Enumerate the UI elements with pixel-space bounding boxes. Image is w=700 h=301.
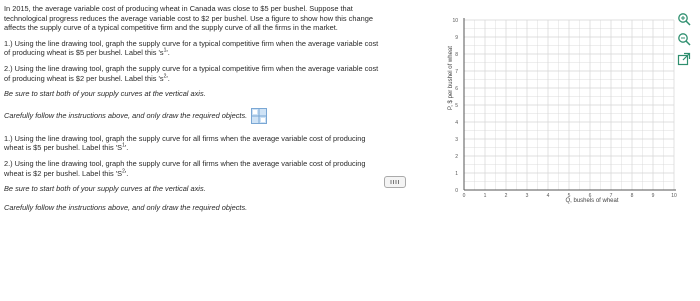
graph-toolbar [674,12,696,72]
careful-row-1 [4,108,384,124]
y-tick-label: 8 [455,52,458,58]
y-tick-label: 6 [455,86,458,92]
instruction-1-sup: 1 [163,47,167,54]
y-tick-label: 2 [455,154,458,160]
y-tick-label: 9 [455,35,458,41]
x-tick-label: 1 [483,193,487,199]
panel-divider-handle[interactable] [384,176,406,188]
graph-axes [464,18,676,190]
x-tick-label: 6 [588,193,592,199]
zoom-in-icon[interactable] [677,12,691,26]
y-tick-label: 4 [455,120,458,126]
x-tick-label: 3 [525,193,529,199]
instruction-3-sup: 1 [122,142,125,149]
instruction-3-end: '. [124,143,129,153]
careful-note-1: Carefully follow the instructions above, and only draw the required objects. [4,110,248,120]
y-tick-label: 5 [455,103,458,109]
instruction-4-sup: 2 [122,168,125,175]
x-axis-label: Q, bushels of wheat [565,198,619,204]
instruction-4-text: 2.) Using the line drawing tool, graph the supply curve for all firms when the average variable cost of producing wheat is $2 per bushel. Label this 'S [4,158,366,178]
instruction-3 [4,134,384,153]
drag-handle-icon [389,179,401,185]
instruction-3-text: 1.) Using the line drawing tool, graph the supply curve for all firms when the average variable cost of producing wheat is $5 per bushel. Label this 'S [4,133,366,153]
question-intro: In 2015, the average variable cost of producing wheat in Canada was close to $5 per bushel. Suppose that technological progress reduces the average variable cost to $2 per bushel. Use a figure to show how this change affects the supply curve of a typical competitive firm and the supply curve of all the firms in the market. [4,4,373,33]
y-tick-label: 3 [455,137,458,143]
instruction-4-end: '. [124,168,129,178]
x-tick-label: 2 [504,193,508,199]
instruction-2-text: 2.) Using the line drawing tool, graph the supply curve for a typical competitive firm when the average variable cost of producing wheat is $2 per bushel. Label this 's [4,63,379,83]
vertical-axis-note-2: Be sure to start both of your supply curves at the vertical axis. [4,184,206,194]
y-axis-label: P, $ per bushel of wheat [448,46,454,110]
instruction-1 [4,39,384,58]
instruction-2 [4,64,384,83]
y-tick-label: 10 [452,18,458,24]
instruction-2-sup: 2 [163,73,167,80]
x-tick-label: 4 [546,193,550,199]
question-panel [4,4,384,221]
x-tick-label: 5 [567,193,571,199]
instruction-1-text: 1.) Using the line drawing tool, graph the supply curve for a typical competitive firm when the average variable cost of producing wheat is $5 per bushel. Label this 's [4,38,379,58]
x-tick-label: 8 [630,193,634,199]
zoom-out-icon[interactable] [677,32,691,46]
instruction-2-end: '. [166,73,170,83]
graph-ticks [452,18,677,199]
x-tick-label: 9 [651,193,655,199]
x-tick-label: 10 [671,193,677,199]
instruction-1-end: '. [166,48,170,58]
grid-icon[interactable] [251,108,267,124]
careful-note-2: Carefully follow the instructions above, and only draw the required objects. [4,202,248,212]
supply-graph[interactable] [442,14,682,204]
expand-icon[interactable] [677,52,691,66]
vertical-axis-note-1: Be sure to start both of your supply curves at the vertical axis. [4,89,206,99]
instruction-4 [4,159,384,178]
graph-grid [464,20,674,190]
x-tick-label: 0 [462,193,466,199]
x-tick-label: 7 [609,193,613,199]
y-tick-label: 1 [455,171,458,177]
y-tick-label: 0 [455,188,458,194]
y-tick-label: 7 [455,69,458,75]
